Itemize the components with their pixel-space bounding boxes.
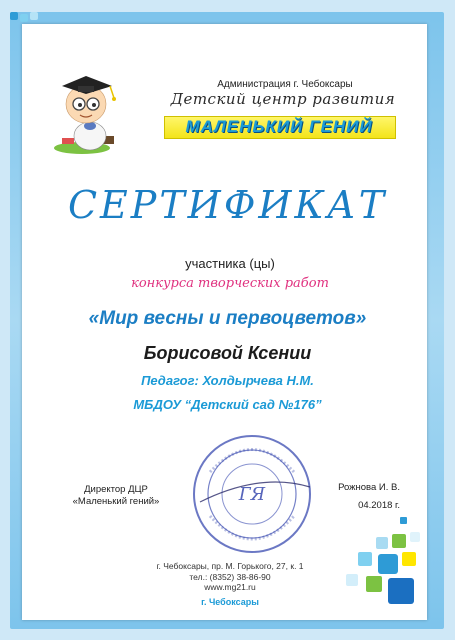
address-line: г. Чебоксары, пр. М. Горького, 27, к. 1 [156, 561, 304, 571]
recipient-name: Борисовой Ксении [143, 343, 312, 363]
logo-text: МАЛЕНЬКИЙ ГЕНИЙ [185, 117, 373, 136]
phone-line: тел.: (8352) 38-86-90 [189, 571, 271, 582]
organization-name: МБДОУ “Детский сад №176” [133, 397, 322, 412]
decorative-squares-bottom [318, 512, 428, 612]
signer-block [318, 479, 400, 515]
director-title: Директор ДЦР [84, 484, 148, 495]
administration-label: Администрация г. Чебоксары [217, 79, 353, 90]
official-stamp-icon [190, 432, 315, 557]
director-org: «Маленький гений» [72, 496, 160, 507]
footer-city: г. Чебоксары [201, 597, 259, 607]
participant-label: участника (цы) [185, 256, 275, 271]
mascot-graduate-icon [52, 68, 132, 158]
website-line: www.mg21.ru [204, 582, 256, 592]
centre-name: Детский центр развития [170, 90, 396, 108]
certificate-date: 04.2018 г. [358, 500, 400, 511]
footer-address [130, 561, 330, 593]
stamp-center-text: ГЯ [238, 484, 266, 505]
teacher-name: Педагог: Холдырчева Н.М. [141, 373, 314, 388]
contest-label: конкурса творческих работ [131, 276, 329, 291]
certificate-title: СЕРТИФИКАТ [67, 183, 388, 227]
director-signature-block [56, 484, 176, 508]
contest-theme: «Мир весны и первоцветов» [88, 308, 367, 329]
signer-name: Рожнова И. В. [338, 482, 400, 493]
